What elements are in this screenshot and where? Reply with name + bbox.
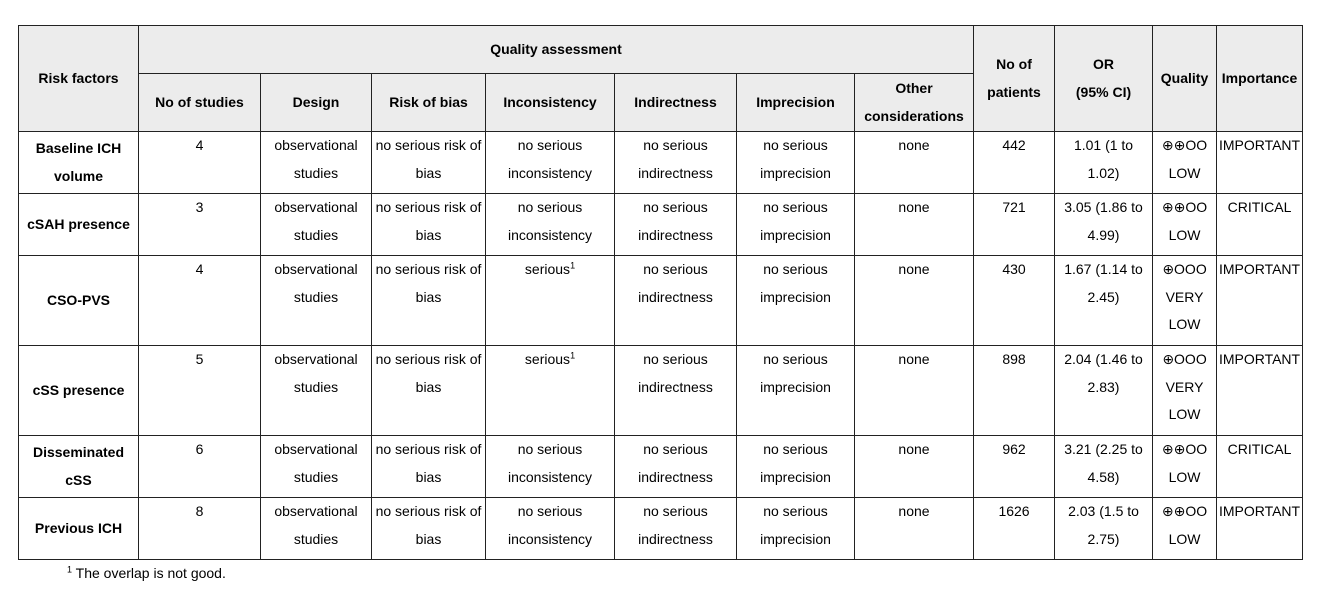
patients-cell: 442 <box>974 132 1055 194</box>
inconsistency-cell <box>486 436 615 498</box>
risk-of-bias-cell: no serious risk of bias <box>372 194 486 256</box>
importance-cell: IMPORTANT <box>1217 256 1303 346</box>
indirectness-cell: no serious indirectness <box>615 436 737 498</box>
patients-cell: 721 <box>974 194 1055 256</box>
table-row <box>19 132 1303 194</box>
or-cell: 3.21 (2.25 to 4.58) <box>1055 436 1153 498</box>
header-imprecision: Imprecision <box>737 74 855 132</box>
patients-cell: 1626 <box>974 498 1055 560</box>
design-cell: observational studies <box>261 346 372 436</box>
other-considerations-cell: none <box>855 436 974 498</box>
grade-evidence-table <box>18 25 1303 560</box>
footnote-marker: 1 <box>67 564 73 575</box>
patients-cell: 898 <box>974 346 1055 436</box>
quality-symbol: ⊕OOO <box>1162 351 1207 367</box>
footnote <box>67 565 226 581</box>
indirectness-cell: no serious indirectness <box>615 498 737 560</box>
other-considerations-cell: none <box>855 132 974 194</box>
importance-cell: CRITICAL <box>1217 194 1303 256</box>
inconsistency-text: serious <box>524 351 571 367</box>
other-considerations-cell: none <box>855 346 974 436</box>
quality-cell <box>1153 498 1217 560</box>
imprecision-cell: no serious imprecision <box>737 194 855 256</box>
footnote-ref: 1 <box>570 260 576 271</box>
quality-cell <box>1153 346 1217 436</box>
quality-cell <box>1153 194 1217 256</box>
imprecision-cell: no serious imprecision <box>737 256 855 346</box>
table-header <box>19 26 1303 132</box>
risk-of-bias-cell: no serious risk of bias <box>372 498 486 560</box>
quality-symbol: ⊕⊕OO <box>1161 137 1208 153</box>
quality-label: LOW <box>1168 468 1201 485</box>
or-cell: 2.04 (1.46 to 2.83) <box>1055 346 1153 436</box>
quality-cell <box>1153 256 1217 346</box>
or-cell: 1.67 (1.14 to 2.45) <box>1055 256 1153 346</box>
studies-cell: 8 <box>139 498 261 560</box>
footnote-text: The overlap is not good. <box>75 565 226 581</box>
inconsistency-cell <box>486 194 615 256</box>
studies-cell: 4 <box>139 256 261 346</box>
table-row <box>19 256 1303 346</box>
table-row <box>19 498 1303 560</box>
studies-cell: 6 <box>139 436 261 498</box>
header-no-of-studies: No of studies <box>139 74 261 132</box>
quality-symbol: ⊕⊕OO <box>1161 199 1208 215</box>
importance-cell: IMPORTANT <box>1217 132 1303 194</box>
imprecision-cell: no serious imprecision <box>737 132 855 194</box>
quality-symbol: ⊕⊕OO <box>1161 503 1208 519</box>
inconsistency-text: serious <box>524 261 571 277</box>
footnote-ref: 1 <box>570 350 576 361</box>
table-body <box>19 132 1303 560</box>
design-cell: observational studies <box>261 194 372 256</box>
quality-label: VERY LOW <box>1165 288 1204 332</box>
header-or-label: OR <box>1093 56 1115 72</box>
quality-cell <box>1153 436 1217 498</box>
header-indirectness: Indirectness <box>615 74 737 132</box>
risk-factor-cell: Previous ICH <box>19 498 139 560</box>
table-row <box>19 194 1303 256</box>
quality-symbol: ⊕⊕OO <box>1161 441 1208 457</box>
importance-cell: CRITICAL <box>1217 436 1303 498</box>
inconsistency-text: no serious inconsistency <box>507 199 593 243</box>
other-considerations-cell: none <box>855 498 974 560</box>
patients-cell: 430 <box>974 256 1055 346</box>
header-quality-assessment: Quality assessment <box>139 26 974 74</box>
risk-of-bias-cell: no serious risk of bias <box>372 132 486 194</box>
inconsistency-text: no serious inconsistency <box>507 441 593 485</box>
inconsistency-cell <box>486 498 615 560</box>
importance-cell: IMPORTANT <box>1217 498 1303 560</box>
studies-cell: 3 <box>139 194 261 256</box>
other-considerations-cell: none <box>855 256 974 346</box>
imprecision-cell: no serious imprecision <box>737 346 855 436</box>
header-or-ci: (95% CI) <box>1075 83 1132 100</box>
inconsistency-cell <box>486 346 615 436</box>
or-cell: 3.05 (1.86 to 4.99) <box>1055 194 1153 256</box>
header-importance: Importance <box>1217 26 1303 132</box>
indirectness-cell: no serious indirectness <box>615 132 737 194</box>
inconsistency-text: no serious inconsistency <box>507 503 593 547</box>
importance-cell: IMPORTANT <box>1217 346 1303 436</box>
imprecision-cell: no serious imprecision <box>737 498 855 560</box>
quality-label: LOW <box>1168 530 1201 547</box>
quality-label: VERY LOW <box>1165 378 1204 422</box>
inconsistency-cell <box>486 256 615 346</box>
header-risk-factors: Risk factors <box>19 26 139 132</box>
header-quality: Quality <box>1153 26 1217 132</box>
quality-label: LOW <box>1168 226 1201 243</box>
header-or <box>1055 26 1153 132</box>
header-risk-of-bias: Risk of bias <box>372 74 486 132</box>
risk-factor-cell: cSAH presence <box>19 194 139 256</box>
design-cell: observational studies <box>261 256 372 346</box>
header-design: Design <box>261 74 372 132</box>
studies-cell: 4 <box>139 132 261 194</box>
header-row-top <box>19 26 1303 74</box>
indirectness-cell: no serious indirectness <box>615 194 737 256</box>
table-row <box>19 346 1303 436</box>
quality-cell <box>1153 132 1217 194</box>
patients-cell: 962 <box>974 436 1055 498</box>
design-cell: observational studies <box>261 498 372 560</box>
other-considerations-cell: none <box>855 194 974 256</box>
risk-factor-cell: Disseminated cSS <box>19 436 139 498</box>
quality-label: LOW <box>1168 164 1201 181</box>
indirectness-cell: no serious indirectness <box>615 256 737 346</box>
risk-factor-cell: CSO-PVS <box>19 256 139 346</box>
header-no-of-patients: No of patients <box>974 26 1055 132</box>
inconsistency-cell <box>486 132 615 194</box>
header-inconsistency: Inconsistency <box>486 74 615 132</box>
risk-factor-cell: cSS presence <box>19 346 139 436</box>
design-cell: observational studies <box>261 132 372 194</box>
quality-symbol: ⊕OOO <box>1162 261 1207 277</box>
or-cell: 1.01 (1 to 1.02) <box>1055 132 1153 194</box>
risk-of-bias-cell: no serious risk of bias <box>372 346 486 436</box>
risk-of-bias-cell: no serious risk of bias <box>372 436 486 498</box>
inconsistency-text: no serious inconsistency <box>507 137 593 181</box>
indirectness-cell: no serious indirectness <box>615 346 737 436</box>
risk-factor-cell: Baseline ICH volume <box>19 132 139 194</box>
design-cell: observational studies <box>261 436 372 498</box>
studies-cell: 5 <box>139 346 261 436</box>
table-row <box>19 436 1303 498</box>
risk-of-bias-cell: no serious risk of bias <box>372 256 486 346</box>
or-cell: 2.03 (1.5 to 2.75) <box>1055 498 1153 560</box>
header-other-considerations: Other considerations <box>855 74 974 132</box>
imprecision-cell: no serious imprecision <box>737 436 855 498</box>
